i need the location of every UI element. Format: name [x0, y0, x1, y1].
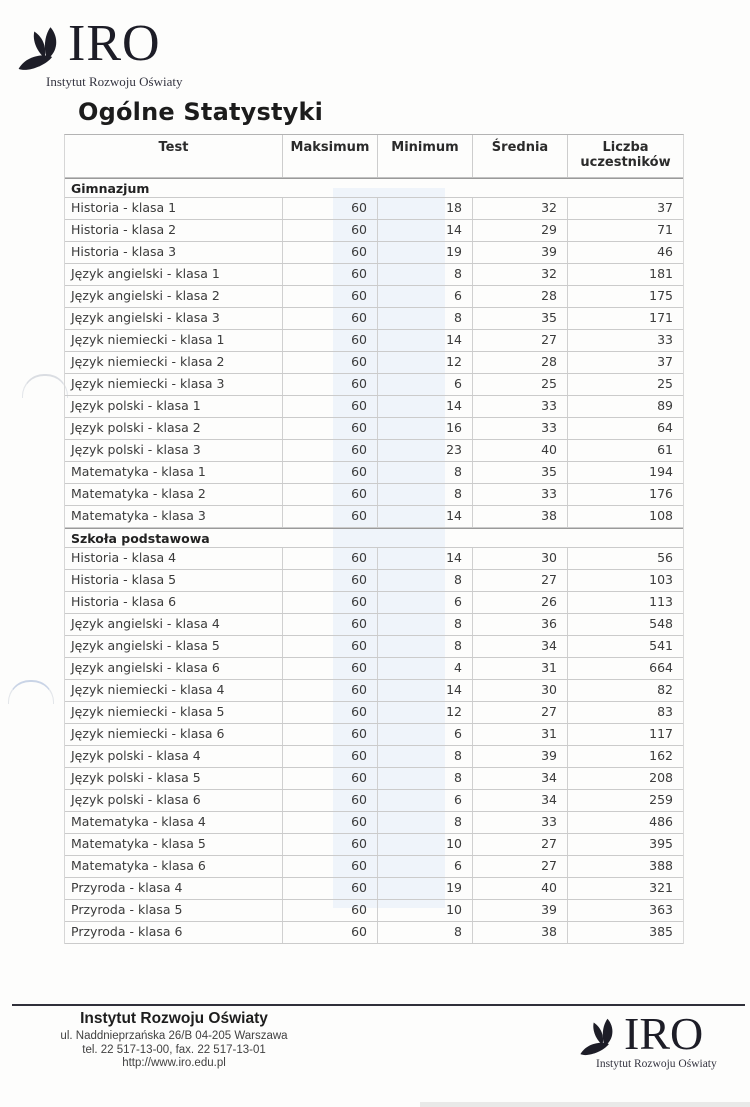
value-cell: 38: [473, 922, 568, 943]
value-cell: 56: [657, 550, 673, 565]
value-cell: 8: [378, 308, 473, 329]
table-row: [65, 922, 683, 944]
value-cell: 16: [378, 418, 473, 439]
table-row: [65, 790, 683, 812]
value-cell: 60: [283, 286, 378, 307]
value-cell: 6: [378, 286, 473, 307]
value-cell: 259: [649, 792, 673, 807]
value-cell: 208: [649, 770, 673, 785]
value-cell: 8: [378, 746, 473, 767]
value-cell: 395: [649, 836, 673, 851]
value-cell: 12: [378, 352, 473, 373]
value-cell: 6: [378, 856, 473, 877]
value-cell: 60: [283, 702, 378, 723]
value-cell: 60: [283, 856, 378, 877]
value-cell: 23: [378, 440, 473, 461]
logo-subtitle: Instytut Rozwoju Oświaty: [46, 74, 183, 89]
test-name-cell: Historia - klasa 4: [65, 548, 283, 569]
value-cell: 14: [378, 548, 473, 569]
table-row: [65, 440, 683, 462]
test-name-cell: Matematyka - klasa 4: [65, 812, 283, 833]
value-cell: 60: [283, 548, 378, 569]
value-cell: 117: [649, 726, 673, 741]
test-name-cell: Przyroda - klasa 6: [65, 922, 283, 943]
footer-logo-acronym: IRO: [624, 1008, 704, 1059]
value-cell: 60: [283, 570, 378, 591]
test-name-cell: Język angielski - klasa 2: [65, 286, 283, 307]
test-name-cell: Historia - klasa 5: [65, 570, 283, 591]
value-cell: 60: [283, 636, 378, 657]
value-cell: 60: [283, 878, 378, 899]
value-cell: 60: [283, 834, 378, 855]
value-cell: 8: [378, 922, 473, 943]
test-name-cell: Język polski - klasa 4: [65, 746, 283, 767]
test-name-cell: Język angielski - klasa 5: [65, 636, 283, 657]
value-cell: 60: [283, 506, 378, 527]
footer-phone-fax: tel. 22 517-13-00, fax. 22 517-13-01: [82, 1043, 266, 1056]
value-cell: 26: [473, 592, 568, 613]
value-cell: 61: [657, 442, 673, 457]
value-cell: 6: [378, 592, 473, 613]
table-row: [65, 396, 683, 418]
value-cell: 64: [657, 420, 673, 435]
test-name-cell: Język niemiecki - klasa 6: [65, 724, 283, 745]
value-cell: 25: [473, 374, 568, 395]
value-cell: 19: [378, 242, 473, 263]
value-cell: 385: [649, 924, 673, 939]
value-cell: 6: [378, 724, 473, 745]
section-header-row: Gimnazjum: [65, 178, 683, 198]
value-cell: 8: [378, 462, 473, 483]
value-cell: 60: [283, 220, 378, 241]
test-name-cell: Matematyka - klasa 2: [65, 484, 283, 505]
value-cell: 83: [657, 704, 673, 719]
value-cell: 194: [649, 464, 673, 479]
value-cell: 175: [649, 288, 673, 303]
value-cell: 40: [473, 440, 568, 461]
iro-leaf-logo-icon: [16, 24, 72, 78]
value-cell: 36: [473, 614, 568, 635]
table-row: [65, 636, 683, 658]
value-cell: 548: [649, 616, 673, 631]
scan-edge-shadow: [420, 1102, 750, 1107]
column-header-srednia: Średnia: [473, 135, 568, 177]
value-cell: 6: [378, 374, 473, 395]
table-body: [65, 178, 683, 944]
test-name-cell: Język angielski - klasa 1: [65, 264, 283, 285]
hole-punch-mark: [22, 374, 68, 398]
value-cell: 8: [378, 812, 473, 833]
column-header-liczba-uczestnikow: Liczba uczestników: [580, 140, 671, 170]
test-name-cell: Matematyka - klasa 1: [65, 462, 283, 483]
value-cell: 8: [378, 484, 473, 505]
value-cell: 60: [283, 198, 378, 219]
value-cell: 25: [657, 376, 673, 391]
test-name-cell: Historia - klasa 1: [65, 198, 283, 219]
test-name-cell: Język niemiecki - klasa 1: [65, 330, 283, 351]
value-cell: 60: [283, 658, 378, 679]
value-cell: 541: [649, 638, 673, 653]
test-name-cell: Język niemiecki - klasa 4: [65, 680, 283, 701]
value-cell: 28: [473, 352, 568, 373]
value-cell: 10: [378, 900, 473, 921]
value-cell: 181: [649, 266, 673, 281]
test-name-cell: Język niemiecki - klasa 2: [65, 352, 283, 373]
table-row: [65, 330, 683, 352]
value-cell: 82: [657, 682, 673, 697]
footer-org-name: Instytut Rozwoju Oświaty: [80, 1010, 268, 1027]
value-cell: 60: [283, 352, 378, 373]
table-row: [65, 658, 683, 680]
test-name-cell: Język polski - klasa 1: [65, 396, 283, 417]
value-cell: 60: [283, 812, 378, 833]
value-cell: 60: [283, 790, 378, 811]
value-cell: 60: [283, 462, 378, 483]
table-row: [65, 746, 683, 768]
test-name-cell: Język polski - klasa 5: [65, 768, 283, 789]
test-name-cell: Język angielski - klasa 6: [65, 658, 283, 679]
value-cell: 31: [473, 724, 568, 745]
table-row: [65, 724, 683, 746]
value-cell: 14: [378, 680, 473, 701]
value-cell: 60: [283, 614, 378, 635]
value-cell: 108: [649, 508, 673, 523]
value-cell: 33: [473, 812, 568, 833]
footer-logo-subtitle: Instytut Rozwoju Oświaty: [596, 1058, 717, 1070]
value-cell: 30: [473, 680, 568, 701]
value-cell: 6: [378, 790, 473, 811]
table-row: [65, 308, 683, 330]
table-row: [65, 856, 683, 878]
table-row: [65, 812, 683, 834]
value-cell: 33: [473, 484, 568, 505]
table-row: [65, 198, 683, 220]
value-cell: 60: [283, 440, 378, 461]
value-cell: 8: [378, 614, 473, 635]
value-cell: 60: [283, 900, 378, 921]
table-row: [65, 592, 683, 614]
value-cell: 32: [473, 264, 568, 285]
value-cell: 89: [657, 398, 673, 413]
test-name-cell: Przyroda - klasa 5: [65, 900, 283, 921]
value-cell: 10: [378, 834, 473, 855]
test-name-cell: Język polski - klasa 3: [65, 440, 283, 461]
value-cell: 162: [649, 748, 673, 763]
value-cell: 4: [378, 658, 473, 679]
logo-acronym: IRO: [68, 15, 161, 72]
value-cell: 34: [473, 636, 568, 657]
value-cell: 14: [378, 220, 473, 241]
table-row: [65, 418, 683, 440]
value-cell: 30: [473, 548, 568, 569]
value-cell: 18: [378, 198, 473, 219]
value-cell: 14: [378, 330, 473, 351]
value-cell: 363: [649, 902, 673, 917]
value-cell: 28: [473, 286, 568, 307]
column-header-test: Test: [65, 135, 283, 177]
table-row: [65, 548, 683, 570]
value-cell: 60: [283, 922, 378, 943]
value-cell: 46: [657, 244, 673, 259]
table-row: [65, 264, 683, 286]
value-cell: 39: [473, 900, 568, 921]
column-header-maksimum: Maksimum: [283, 135, 378, 177]
value-cell: 40: [473, 878, 568, 899]
test-name-cell: Język polski - klasa 6: [65, 790, 283, 811]
value-cell: 27: [473, 330, 568, 351]
test-name-cell: Matematyka - klasa 6: [65, 856, 283, 877]
value-cell: 60: [283, 264, 378, 285]
value-cell: 27: [473, 702, 568, 723]
test-name-cell: Język niemiecki - klasa 3: [65, 374, 283, 395]
table-row: [65, 484, 683, 506]
test-name-cell: Historia - klasa 3: [65, 242, 283, 263]
value-cell: 60: [283, 242, 378, 263]
value-cell: 34: [473, 768, 568, 789]
value-cell: 33: [473, 396, 568, 417]
value-cell: 60: [283, 374, 378, 395]
value-cell: 60: [283, 724, 378, 745]
value-cell: 32: [473, 198, 568, 219]
column-header-minimum: Minimum: [378, 135, 473, 177]
value-cell: 71: [657, 222, 673, 237]
table-row: [65, 462, 683, 484]
value-cell: 60: [283, 330, 378, 351]
value-cell: 37: [657, 200, 673, 215]
value-cell: 103: [649, 572, 673, 587]
test-name-cell: Historia - klasa 6: [65, 592, 283, 613]
test-name-cell: Język polski - klasa 2: [65, 418, 283, 439]
table-row: [65, 506, 683, 528]
test-name-cell: Język angielski - klasa 3: [65, 308, 283, 329]
table-row: [65, 614, 683, 636]
table-row: [65, 286, 683, 308]
value-cell: 27: [473, 856, 568, 877]
table-row: [65, 702, 683, 724]
table-row: [65, 352, 683, 374]
value-cell: 39: [473, 746, 568, 767]
value-cell: 19: [378, 878, 473, 899]
table-header-row: [65, 135, 683, 178]
value-cell: 29: [473, 220, 568, 241]
value-cell: 37: [657, 354, 673, 369]
table-row: [65, 680, 683, 702]
value-cell: 33: [473, 418, 568, 439]
table-row: [65, 220, 683, 242]
value-cell: 486: [649, 814, 673, 829]
value-cell: 34: [473, 790, 568, 811]
table-row: [65, 878, 683, 900]
value-cell: 27: [473, 570, 568, 591]
value-cell: 113: [649, 594, 673, 609]
footer-contact-block: [58, 1010, 290, 1071]
table-row: [65, 768, 683, 790]
page-title: Ogólne Statystyki: [78, 98, 324, 126]
value-cell: 176: [649, 486, 673, 501]
table-row: [65, 570, 683, 592]
table-row: [65, 374, 683, 396]
value-cell: 35: [473, 308, 568, 329]
value-cell: 171: [649, 310, 673, 325]
value-cell: 8: [378, 570, 473, 591]
footer-address: ul. Naddnieprzańska 26/B 04-205 Warszawa: [60, 1030, 288, 1042]
value-cell: 60: [283, 308, 378, 329]
value-cell: 664: [649, 660, 673, 675]
value-cell: 8: [378, 264, 473, 285]
test-name-cell: Matematyka - klasa 5: [65, 834, 283, 855]
value-cell: 60: [283, 746, 378, 767]
value-cell: 60: [283, 396, 378, 417]
value-cell: 60: [283, 768, 378, 789]
value-cell: 12: [378, 702, 473, 723]
hole-punch-mark: [8, 680, 54, 704]
test-name-cell: Przyroda - klasa 4: [65, 878, 283, 899]
footer-logo: [556, 1006, 746, 1078]
value-cell: 14: [378, 506, 473, 527]
value-cell: 8: [378, 636, 473, 657]
test-name-cell: Język angielski - klasa 4: [65, 614, 283, 635]
test-name-cell: Historia - klasa 2: [65, 220, 283, 241]
table-row: [65, 834, 683, 856]
value-cell: 14: [378, 396, 473, 417]
section-header-row: Szkoła podstawowa: [65, 528, 683, 548]
statistics-table: [64, 134, 684, 944]
table-row: [65, 242, 683, 264]
value-cell: 388: [649, 858, 673, 873]
footer-url: http://www.iro.edu.pl: [122, 1057, 226, 1069]
value-cell: 321: [649, 880, 673, 895]
test-name-cell: Język niemiecki - klasa 5: [65, 702, 283, 723]
value-cell: 60: [283, 418, 378, 439]
value-cell: 8: [378, 768, 473, 789]
value-cell: 39: [473, 242, 568, 263]
value-cell: 60: [283, 680, 378, 701]
value-cell: 35: [473, 462, 568, 483]
value-cell: 27: [473, 834, 568, 855]
test-name-cell: Matematyka - klasa 3: [65, 506, 283, 527]
iro-leaf-logo-icon: [578, 1016, 626, 1062]
value-cell: 60: [283, 484, 378, 505]
table-row: [65, 900, 683, 922]
value-cell: 60: [283, 592, 378, 613]
value-cell: 33: [657, 332, 673, 347]
value-cell: 38: [473, 506, 568, 527]
value-cell: 31: [473, 658, 568, 679]
